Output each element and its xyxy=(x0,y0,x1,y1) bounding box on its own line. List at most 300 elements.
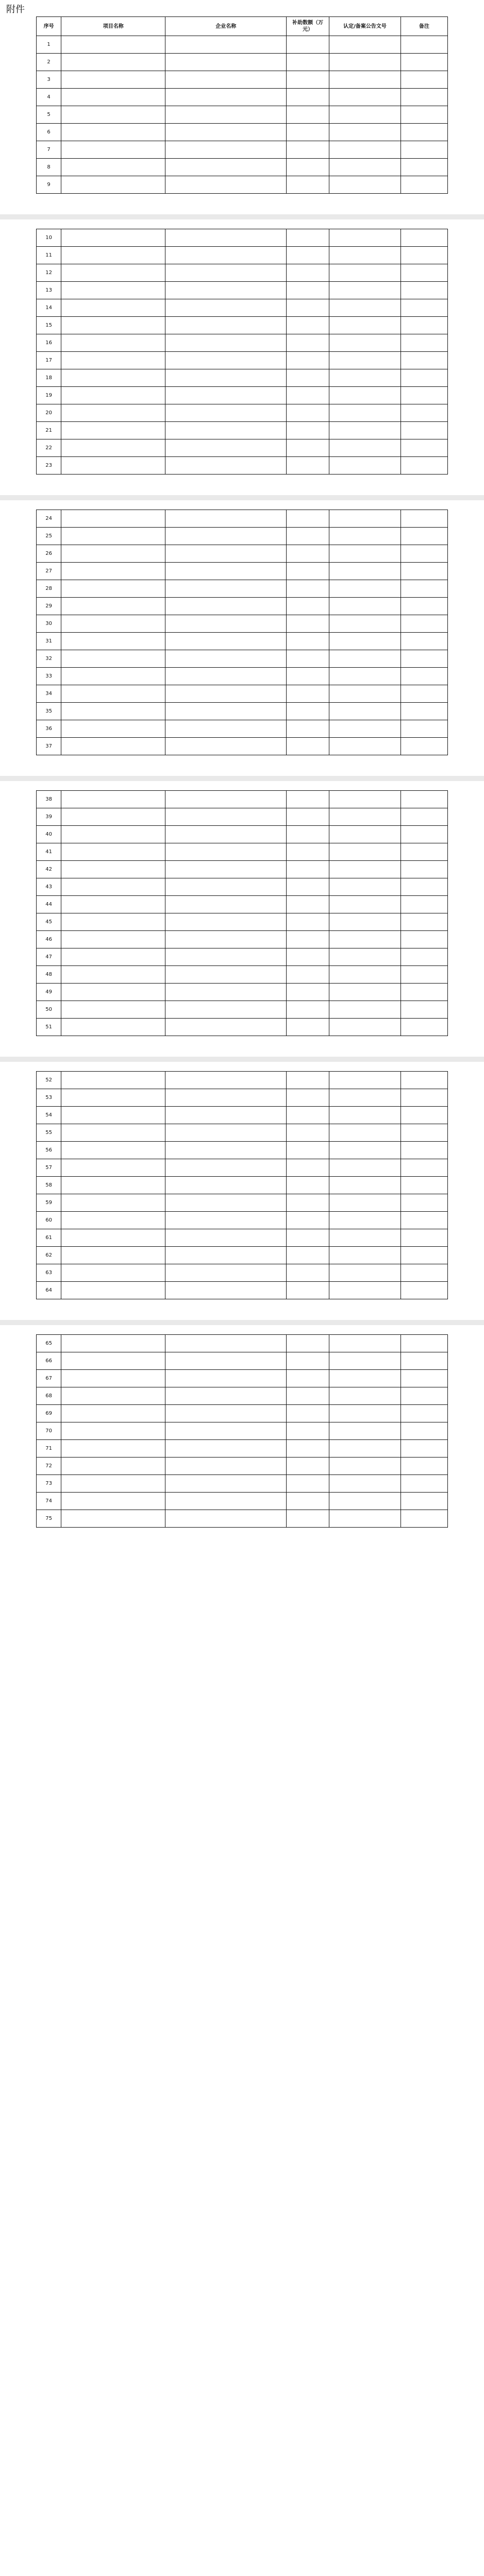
cell-amount xyxy=(287,685,329,703)
cell-amount xyxy=(287,563,329,580)
cell-reference xyxy=(329,966,400,984)
cell-company xyxy=(165,1405,287,1422)
cell-remark xyxy=(400,1458,447,1475)
page-6 xyxy=(0,1320,484,1554)
cell-remark xyxy=(400,1001,447,1019)
cell-amount xyxy=(287,1159,329,1177)
cell-amount xyxy=(287,510,329,528)
cell-remark xyxy=(400,563,447,580)
cell-reference xyxy=(329,808,400,826)
cell-reference xyxy=(329,1422,400,1440)
cell-amount xyxy=(287,1142,329,1159)
cell-company xyxy=(165,896,287,913)
cell-remark xyxy=(400,826,447,843)
cell-company xyxy=(165,89,287,106)
cell-project xyxy=(61,1282,165,1299)
cell-reference xyxy=(329,176,400,194)
cell-reference xyxy=(329,1019,400,1036)
cell-number: 36 xyxy=(37,720,61,738)
cell-company xyxy=(165,738,287,755)
cell-amount xyxy=(287,843,329,861)
table-body-page-2 xyxy=(37,229,448,474)
cell-company xyxy=(165,1282,287,1299)
cell-reference xyxy=(329,159,400,176)
subsidy-table-page-5 xyxy=(36,1071,448,1299)
cell-company xyxy=(165,510,287,528)
cell-number: 54 xyxy=(37,1107,61,1124)
cell-project xyxy=(61,1019,165,1036)
cell-remark xyxy=(400,791,447,808)
cell-number: 20 xyxy=(37,404,61,422)
cell-reference xyxy=(329,106,400,124)
table-row xyxy=(37,457,448,474)
cell-number: 55 xyxy=(37,1124,61,1142)
cell-reference xyxy=(329,1124,400,1142)
cell-project xyxy=(61,352,165,369)
cell-company xyxy=(165,282,287,299)
cell-number: 9 xyxy=(37,176,61,194)
cell-amount xyxy=(287,282,329,299)
cell-amount xyxy=(287,229,329,247)
cell-amount xyxy=(287,1124,329,1142)
cell-company xyxy=(165,913,287,931)
cell-project xyxy=(61,580,165,598)
cell-project xyxy=(61,826,165,843)
cell-number: 57 xyxy=(37,1159,61,1177)
cell-company xyxy=(165,703,287,720)
cell-amount xyxy=(287,1177,329,1194)
cell-remark xyxy=(400,1142,447,1159)
cell-number: 46 xyxy=(37,931,61,948)
cell-project xyxy=(61,439,165,457)
cell-amount xyxy=(287,457,329,474)
column-header-company: 企业名称 xyxy=(165,17,287,36)
table-row xyxy=(37,1458,448,1475)
column-header-project: 项目名称 xyxy=(61,17,165,36)
cell-company xyxy=(165,1264,287,1282)
table-row xyxy=(37,176,448,194)
cell-reference xyxy=(329,54,400,71)
cell-remark xyxy=(400,1072,447,1089)
cell-project xyxy=(61,1229,165,1247)
cell-reference xyxy=(329,650,400,668)
cell-reference xyxy=(329,124,400,141)
cell-amount xyxy=(287,106,329,124)
cell-amount xyxy=(287,1001,329,1019)
cell-reference xyxy=(329,1387,400,1405)
table-row xyxy=(37,738,448,755)
table-row xyxy=(37,633,448,650)
cell-project xyxy=(61,71,165,89)
cell-company xyxy=(165,1072,287,1089)
cell-number: 11 xyxy=(37,247,61,264)
table-row xyxy=(37,650,448,668)
cell-amount xyxy=(287,1387,329,1405)
cell-reference xyxy=(329,598,400,615)
cell-amount xyxy=(287,826,329,843)
cell-project xyxy=(61,878,165,896)
cell-project xyxy=(61,106,165,124)
cell-amount xyxy=(287,913,329,931)
table-row xyxy=(37,369,448,387)
page-number xyxy=(36,761,448,769)
cell-project xyxy=(61,808,165,826)
cell-amount xyxy=(287,1475,329,1493)
cell-remark xyxy=(400,528,447,545)
cell-amount xyxy=(287,984,329,1001)
cell-number: 13 xyxy=(37,282,61,299)
cell-reference xyxy=(329,352,400,369)
cell-amount xyxy=(287,878,329,896)
cell-number: 64 xyxy=(37,1282,61,1299)
cell-number: 5 xyxy=(37,106,61,124)
subsidy-table-page-1 xyxy=(36,16,448,194)
cell-amount xyxy=(287,1072,329,1089)
table-row xyxy=(37,282,448,299)
cell-project xyxy=(61,598,165,615)
table-row xyxy=(37,1493,448,1510)
cell-reference xyxy=(329,685,400,703)
cell-company xyxy=(165,422,287,439)
cell-project xyxy=(61,843,165,861)
cell-remark xyxy=(400,598,447,615)
cell-number: 74 xyxy=(37,1493,61,1510)
table-row xyxy=(37,861,448,878)
table-row xyxy=(37,545,448,563)
cell-amount xyxy=(287,1493,329,1510)
cell-project xyxy=(61,650,165,668)
cell-number: 4 xyxy=(37,89,61,106)
cell-remark xyxy=(400,159,447,176)
cell-number: 43 xyxy=(37,878,61,896)
cell-reference xyxy=(329,264,400,282)
cell-remark xyxy=(400,615,447,633)
table-row xyxy=(37,1159,448,1177)
cell-company xyxy=(165,299,287,317)
cell-project xyxy=(61,1335,165,1352)
cell-number: 19 xyxy=(37,387,61,404)
cell-reference xyxy=(329,1352,400,1370)
cell-project xyxy=(61,896,165,913)
cell-remark xyxy=(400,54,447,71)
cell-number: 24 xyxy=(37,510,61,528)
cell-amount xyxy=(287,703,329,720)
table-row xyxy=(37,1177,448,1194)
cell-project xyxy=(61,369,165,387)
cell-number: 18 xyxy=(37,369,61,387)
cell-reference xyxy=(329,738,400,755)
cell-remark xyxy=(400,1335,447,1352)
cell-company xyxy=(165,1124,287,1142)
cell-reference xyxy=(329,913,400,931)
table-body-page-3 xyxy=(37,510,448,755)
cell-reference xyxy=(329,1212,400,1229)
cell-project xyxy=(61,966,165,984)
cell-project xyxy=(61,685,165,703)
cell-remark xyxy=(400,948,447,966)
cell-company xyxy=(165,247,287,264)
page-1 xyxy=(0,0,484,214)
column-header-amount: 补助数额（万元） xyxy=(287,17,329,36)
cell-reference xyxy=(329,439,400,457)
cell-number: 26 xyxy=(37,545,61,563)
cell-amount xyxy=(287,598,329,615)
table-row xyxy=(37,124,448,141)
cell-company xyxy=(165,931,287,948)
cell-remark xyxy=(400,106,447,124)
table-row xyxy=(37,931,448,948)
cell-reference xyxy=(329,457,400,474)
cell-remark xyxy=(400,650,447,668)
cell-number: 27 xyxy=(37,563,61,580)
cell-project xyxy=(61,791,165,808)
cell-amount xyxy=(287,404,329,422)
cell-reference xyxy=(329,1440,400,1458)
cell-remark xyxy=(400,720,447,738)
cell-amount xyxy=(287,1440,329,1458)
cell-remark xyxy=(400,1264,447,1282)
page-number xyxy=(36,1306,448,1313)
cell-remark xyxy=(400,1194,447,1212)
table-row xyxy=(37,843,448,861)
cell-remark xyxy=(400,808,447,826)
cell-project xyxy=(61,1001,165,1019)
cell-amount xyxy=(287,615,329,633)
cell-company xyxy=(165,650,287,668)
cell-number: 69 xyxy=(37,1405,61,1422)
cell-number: 44 xyxy=(37,896,61,913)
cell-amount xyxy=(287,124,329,141)
table-row xyxy=(37,352,448,369)
cell-remark xyxy=(400,1422,447,1440)
cell-reference xyxy=(329,703,400,720)
table-row xyxy=(37,1142,448,1159)
cell-amount xyxy=(287,650,329,668)
cell-amount xyxy=(287,1247,329,1264)
cell-amount xyxy=(287,387,329,404)
table-row xyxy=(37,1370,448,1387)
cell-reference xyxy=(329,878,400,896)
cell-reference xyxy=(329,1247,400,1264)
cell-company xyxy=(165,528,287,545)
cell-project xyxy=(61,1089,165,1107)
cell-project xyxy=(61,1212,165,1229)
cell-reference xyxy=(329,1194,400,1212)
cell-project xyxy=(61,36,165,54)
cell-amount xyxy=(287,264,329,282)
cell-company xyxy=(165,861,287,878)
cell-company xyxy=(165,598,287,615)
cell-remark xyxy=(400,369,447,387)
cell-reference xyxy=(329,1001,400,1019)
cell-company xyxy=(165,352,287,369)
cell-reference xyxy=(329,1370,400,1387)
table-row xyxy=(37,1387,448,1405)
cell-reference xyxy=(329,282,400,299)
table-row xyxy=(37,668,448,685)
cell-reference xyxy=(329,563,400,580)
cell-number: 45 xyxy=(37,913,61,931)
cell-project xyxy=(61,1440,165,1458)
cell-project xyxy=(61,563,165,580)
cell-remark xyxy=(400,387,447,404)
cell-company xyxy=(165,1107,287,1124)
cell-company xyxy=(165,1510,287,1528)
cell-amount xyxy=(287,861,329,878)
cell-remark xyxy=(400,1475,447,1493)
cell-reference xyxy=(329,404,400,422)
cell-reference xyxy=(329,1493,400,1510)
cell-number: 49 xyxy=(37,984,61,1001)
cell-project xyxy=(61,457,165,474)
cell-remark xyxy=(400,1089,447,1107)
cell-company xyxy=(165,948,287,966)
cell-remark xyxy=(400,685,447,703)
cell-remark xyxy=(400,229,447,247)
table-row xyxy=(37,966,448,984)
cell-amount xyxy=(287,1458,329,1475)
cell-number: 10 xyxy=(37,229,61,247)
subsidy-table-page-6 xyxy=(36,1334,448,1528)
cell-project xyxy=(61,1124,165,1142)
cell-amount xyxy=(287,352,329,369)
cell-amount xyxy=(287,247,329,264)
cell-project xyxy=(61,668,165,685)
table-row xyxy=(37,1440,448,1458)
cell-number: 25 xyxy=(37,528,61,545)
cell-project xyxy=(61,141,165,159)
cell-company xyxy=(165,229,287,247)
cell-project xyxy=(61,545,165,563)
cell-remark xyxy=(400,89,447,106)
table-body-page-5 xyxy=(37,1072,448,1299)
cell-project xyxy=(61,1370,165,1387)
cell-amount xyxy=(287,176,329,194)
cell-company xyxy=(165,966,287,984)
cell-company xyxy=(165,545,287,563)
cell-reference xyxy=(329,1405,400,1422)
cell-number: 17 xyxy=(37,352,61,369)
cell-remark xyxy=(400,317,447,334)
cell-amount xyxy=(287,1405,329,1422)
cell-reference xyxy=(329,1072,400,1089)
cell-project xyxy=(61,1352,165,1370)
cell-amount xyxy=(287,71,329,89)
cell-project xyxy=(61,1142,165,1159)
cell-remark xyxy=(400,843,447,861)
cell-remark xyxy=(400,1352,447,1370)
cell-amount xyxy=(287,317,329,334)
cell-remark xyxy=(400,1212,447,1229)
cell-company xyxy=(165,334,287,352)
cell-company xyxy=(165,159,287,176)
cell-project xyxy=(61,54,165,71)
cell-project xyxy=(61,1405,165,1422)
cell-company xyxy=(165,1475,287,1493)
table-row xyxy=(37,1019,448,1036)
column-header-reference: 认定/备案公告文号 xyxy=(329,17,400,36)
cell-number: 7 xyxy=(37,141,61,159)
cell-amount xyxy=(287,896,329,913)
cell-number: 28 xyxy=(37,580,61,598)
cell-amount xyxy=(287,1229,329,1247)
cell-company xyxy=(165,1370,287,1387)
column-header-remark: 备注 xyxy=(400,17,447,36)
cell-number: 34 xyxy=(37,685,61,703)
table-row xyxy=(37,1072,448,1089)
table-row xyxy=(37,878,448,896)
cell-reference xyxy=(329,1229,400,1247)
cell-reference xyxy=(329,528,400,545)
cell-company xyxy=(165,615,287,633)
cell-project xyxy=(61,89,165,106)
table-row xyxy=(37,580,448,598)
cell-number: 62 xyxy=(37,1247,61,1264)
cell-reference xyxy=(329,334,400,352)
cell-remark xyxy=(400,299,447,317)
cell-amount xyxy=(287,931,329,948)
cell-reference xyxy=(329,931,400,948)
cell-project xyxy=(61,334,165,352)
cell-amount xyxy=(287,633,329,650)
table-header-row xyxy=(37,17,448,36)
cell-reference xyxy=(329,720,400,738)
cell-amount xyxy=(287,1510,329,1528)
cell-reference xyxy=(329,896,400,913)
cell-remark xyxy=(400,1229,447,1247)
cell-project xyxy=(61,404,165,422)
cell-project xyxy=(61,1510,165,1528)
cell-company xyxy=(165,1458,287,1475)
cell-number: 3 xyxy=(37,71,61,89)
cell-reference xyxy=(329,510,400,528)
table-row xyxy=(37,948,448,966)
cell-company xyxy=(165,457,287,474)
cell-number: 72 xyxy=(37,1458,61,1475)
cell-reference xyxy=(329,299,400,317)
cell-amount xyxy=(287,299,329,317)
table-row xyxy=(37,404,448,422)
cell-company xyxy=(165,1422,287,1440)
cell-company xyxy=(165,1019,287,1036)
table-row xyxy=(37,1405,448,1422)
cell-amount xyxy=(287,528,329,545)
cell-remark xyxy=(400,580,447,598)
page-5 xyxy=(0,1057,484,1320)
cell-remark xyxy=(400,36,447,54)
cell-amount xyxy=(287,808,329,826)
cell-company xyxy=(165,387,287,404)
cell-amount xyxy=(287,966,329,984)
cell-remark xyxy=(400,176,447,194)
cell-company xyxy=(165,106,287,124)
table-row xyxy=(37,334,448,352)
cell-reference xyxy=(329,861,400,878)
cell-number: 37 xyxy=(37,738,61,755)
cell-number: 66 xyxy=(37,1352,61,1370)
table-row xyxy=(37,563,448,580)
cell-reference xyxy=(329,422,400,439)
cell-amount xyxy=(287,1282,329,1299)
cell-reference xyxy=(329,141,400,159)
cell-remark xyxy=(400,264,447,282)
cell-number: 35 xyxy=(37,703,61,720)
cell-amount xyxy=(287,369,329,387)
cell-company xyxy=(165,1335,287,1352)
table-row xyxy=(37,1510,448,1528)
table-row xyxy=(37,1212,448,1229)
cell-remark xyxy=(400,896,447,913)
